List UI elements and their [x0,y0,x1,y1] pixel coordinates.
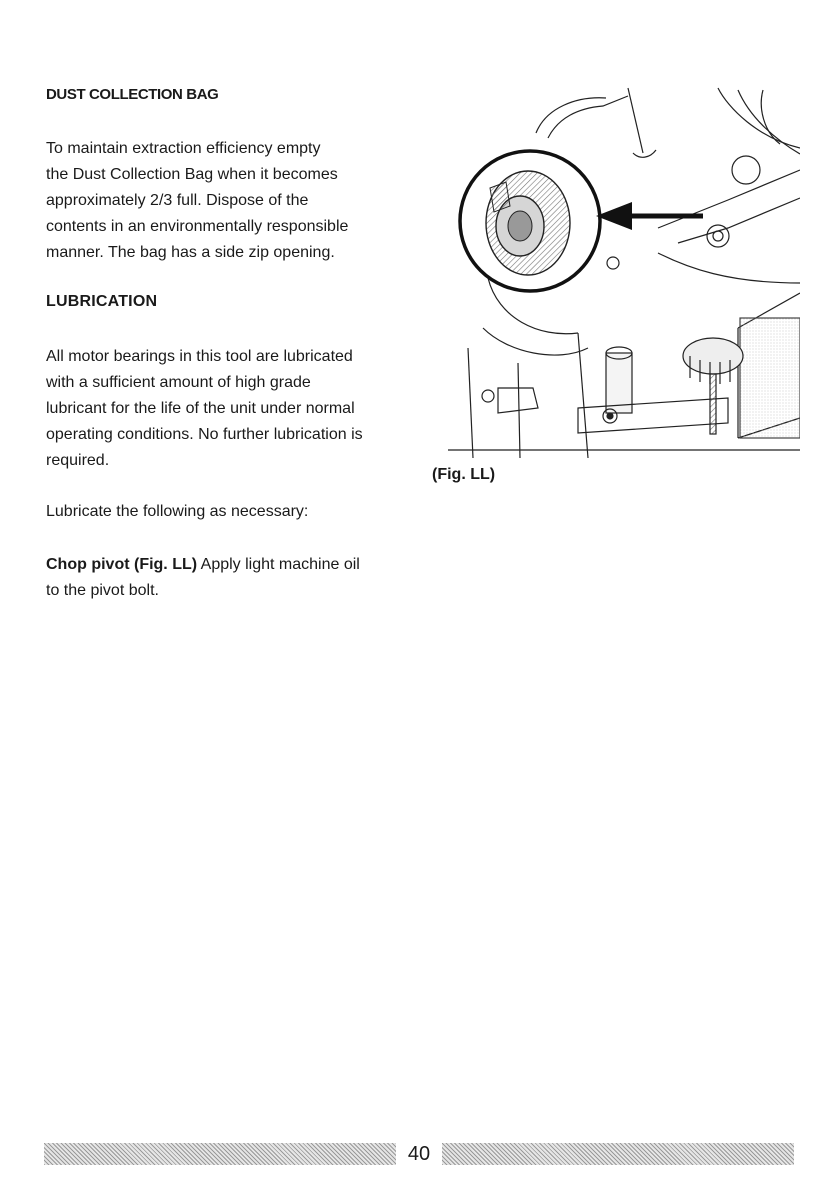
footer-bar-right [442,1143,794,1165]
fig-ll-illustration [428,78,800,460]
dust-collection-paragraph [46,136,418,266]
lub-line-5: required. [46,452,110,469]
dust-collection-heading: DUST COLLECTION BAG [46,86,219,103]
lub-line-2: with a sufficient amount of high grade [46,374,311,391]
chop-pivot-label: Chop pivot (Fig. LL) [46,556,198,573]
lubricate-intro: Lubricate the following as necessary: [46,503,309,520]
lub-line-3: lubricant for the life of the unit under normal [46,400,355,417]
lub-line-4: operating conditions. No further lubrication is [46,426,363,443]
footer-bar-left [44,1143,396,1165]
dust-line-3: approximately 2/3 full. Dispose of the [46,192,309,209]
chop-pivot-text-1: Apply light machine oil [197,556,360,573]
lub-line-1: All motor bearings in this tool are lubricated [46,348,353,365]
lubrication-heading: LUBRICATION [46,293,158,310]
chop-pivot-paragraph [46,552,418,604]
dust-line-2: the Dust Collection Bag when it becomes [46,166,338,183]
dust-line-5: manner. The bag has a side zip opening. [46,244,335,261]
dust-line-1: To maintain extraction efficiency empty [46,140,321,157]
page-number: 40 [407,1143,431,1165]
figure-caption: (Fig. LL) [432,466,496,483]
chop-pivot-text-2: to the pivot bolt. [46,582,159,599]
lubrication-paragraph [46,344,418,474]
dust-line-4: contents in an environmentally responsible [46,218,349,235]
